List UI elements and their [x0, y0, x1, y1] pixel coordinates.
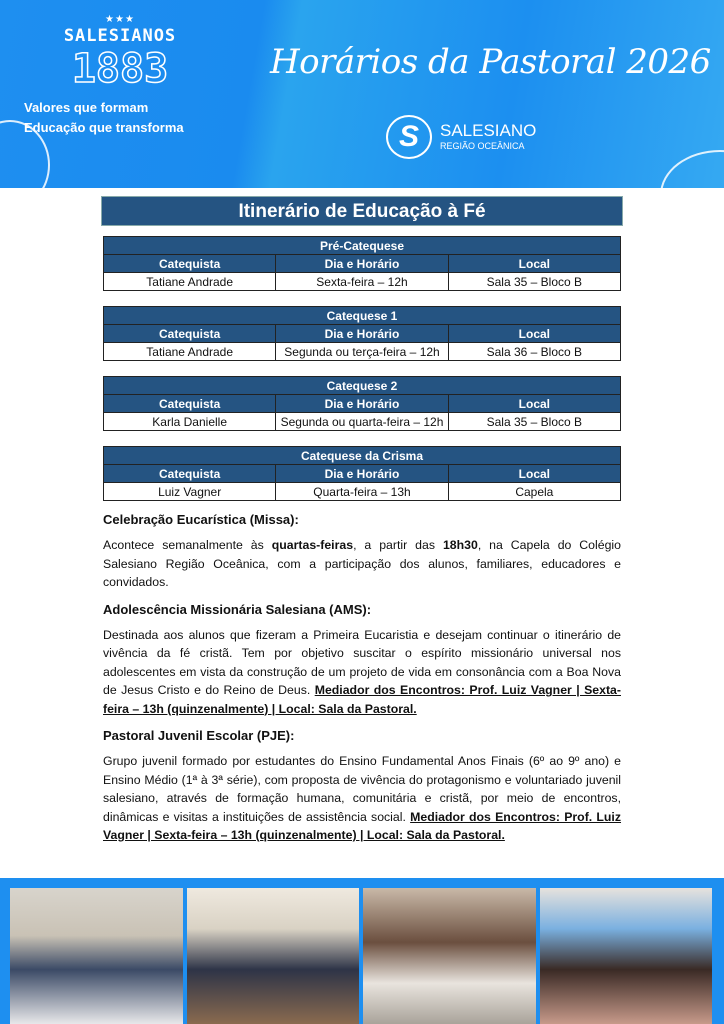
slogan-line-2: Educação que transforma	[24, 120, 184, 135]
slogan-line-1: Valores que formam	[24, 100, 149, 115]
brand-name: SALESIANO	[440, 121, 537, 140]
table-cell: Sala 36 – Bloco B	[448, 343, 620, 361]
column-header: Dia e Horário	[276, 395, 448, 413]
table-title: Pré-Catequese	[104, 237, 621, 255]
table-cell: Sala 35 – Bloco B	[448, 413, 620, 431]
table-row	[104, 413, 621, 431]
section-title: Itinerário de Educação à Fé	[101, 196, 623, 226]
column-header: Catequista	[104, 255, 276, 273]
banner-title: Horários da Pastoral 2026	[270, 42, 711, 82]
column-header: Local	[448, 325, 620, 343]
table-row	[104, 343, 621, 361]
pje-info: Mediador dos Encontros: Prof. Luiz Vagner | Sexta-feira – 13h (quinzenalmente) | Local: Sala da Pastoral.	[103, 809, 622, 842]
salesiano-brand-logo	[386, 115, 536, 159]
brand-mark-icon: S	[386, 115, 432, 159]
column-header: Local	[448, 255, 620, 273]
schedule-table	[103, 236, 621, 291]
photo-strip	[0, 878, 724, 1024]
table-cell: Segunda ou quarta-feira – 12h	[276, 413, 448, 431]
table-cell: Quarta-feira – 13h	[276, 483, 448, 501]
column-header: Local	[448, 465, 620, 483]
decorative-swirl	[660, 150, 724, 188]
table-cell: Tatiane Andrade	[104, 273, 276, 291]
pje-text: Grupo juvenil formado por estudantes do Ensino Fundamental Anos Finais (6º ao 9º ano) e Ensino Médio (1ª à 3ª série), com proposta de vivência do protagonismo e voluntariado juvenil salesiano, através de formação humana, comunitária e cristã, por meio de encontros, dinâmicas e visitas a instituições de assistência social. Mediador dos Encontros: Prof. Luiz Vagner | Sexta-feira – 13h (quinzenalmente) | Local: Sala da Pastoral.	[103, 754, 622, 842]
table-title: Catequese 2	[104, 377, 621, 395]
salesianos-1883-logo	[50, 14, 190, 92]
brand-sub: REGIÃO OCEÂNICA	[440, 141, 525, 151]
column-header: Dia e Horário	[276, 255, 448, 273]
photo-group	[10, 888, 183, 1024]
logo-year: 1883	[71, 46, 169, 92]
photo-children	[540, 888, 713, 1024]
table-cell: Karla Danielle	[104, 413, 276, 431]
missa-heading: Celebração Eucarística (Missa):	[103, 512, 299, 527]
content-sections	[103, 511, 621, 854]
column-header: Catequista	[104, 395, 276, 413]
column-header: Dia e Horário	[276, 325, 448, 343]
table-cell: Sala 35 – Bloco B	[448, 273, 620, 291]
table-cell: Sexta-feira – 12h	[276, 273, 448, 291]
photo-baptism	[363, 888, 536, 1024]
photo-chapel	[187, 888, 360, 1024]
schedule-table	[103, 306, 621, 361]
ams-heading: Adolescência Missionária Salesiana (AMS):	[103, 601, 372, 617]
column-header: Dia e Horário	[276, 465, 448, 483]
column-header: Local	[448, 395, 620, 413]
ams-info: Mediador dos Encontros: Prof. Luiz Vagner | Sexta-feira – 13h (quinzenalmente) | Local: Sala da Pastoral.	[103, 683, 621, 716]
pje-heading: Pastoral Juvenil Escolar (PJE):	[103, 728, 295, 743]
column-header: Catequista	[104, 325, 276, 343]
header-banner	[0, 0, 724, 188]
table-cell: Tatiane Andrade	[104, 343, 276, 361]
slogan	[24, 98, 184, 138]
table-title: Catequese da Crisma	[104, 447, 621, 465]
table-row	[104, 273, 621, 291]
table-cell: Capela	[448, 483, 620, 501]
stars-icon: ★★★	[105, 14, 135, 25]
column-header: Catequista	[104, 465, 276, 483]
table-title: Catequese 1	[104, 307, 621, 325]
table-cell: Luiz Vagner	[104, 483, 276, 501]
schedule-table	[103, 376, 621, 431]
ams-text: Destinada aos alunos que fizeram a Primeira Eucaristia e desejam continuar o itinerário de vivência da fé cristã. Tem por objetivo suscitar o espírito missionário universal nos adolescentes em vista da construção de um projeto de vida em consonância com a Boa Nova de Jesus Cristo e do Reino de Deus. Mediador dos Encontros: Prof. Luiz Vagner | Sexta-feira – 13h (quinzenalmente) | Local: Sala da Pastoral.	[103, 627, 621, 716]
table-row	[104, 483, 621, 501]
table-cell: Segunda ou terça-feira – 12h	[276, 343, 448, 361]
missa-text: Acontece semanalmente às quartas-feiras, a partir das 18h30, na Capela do Colégio Salesiano Região Oceânica, com a participação dos alunos, familiares, educadores e convidados.	[103, 538, 622, 589]
schedule-table	[103, 446, 621, 501]
logo-name: SALESIANOS	[63, 26, 177, 46]
